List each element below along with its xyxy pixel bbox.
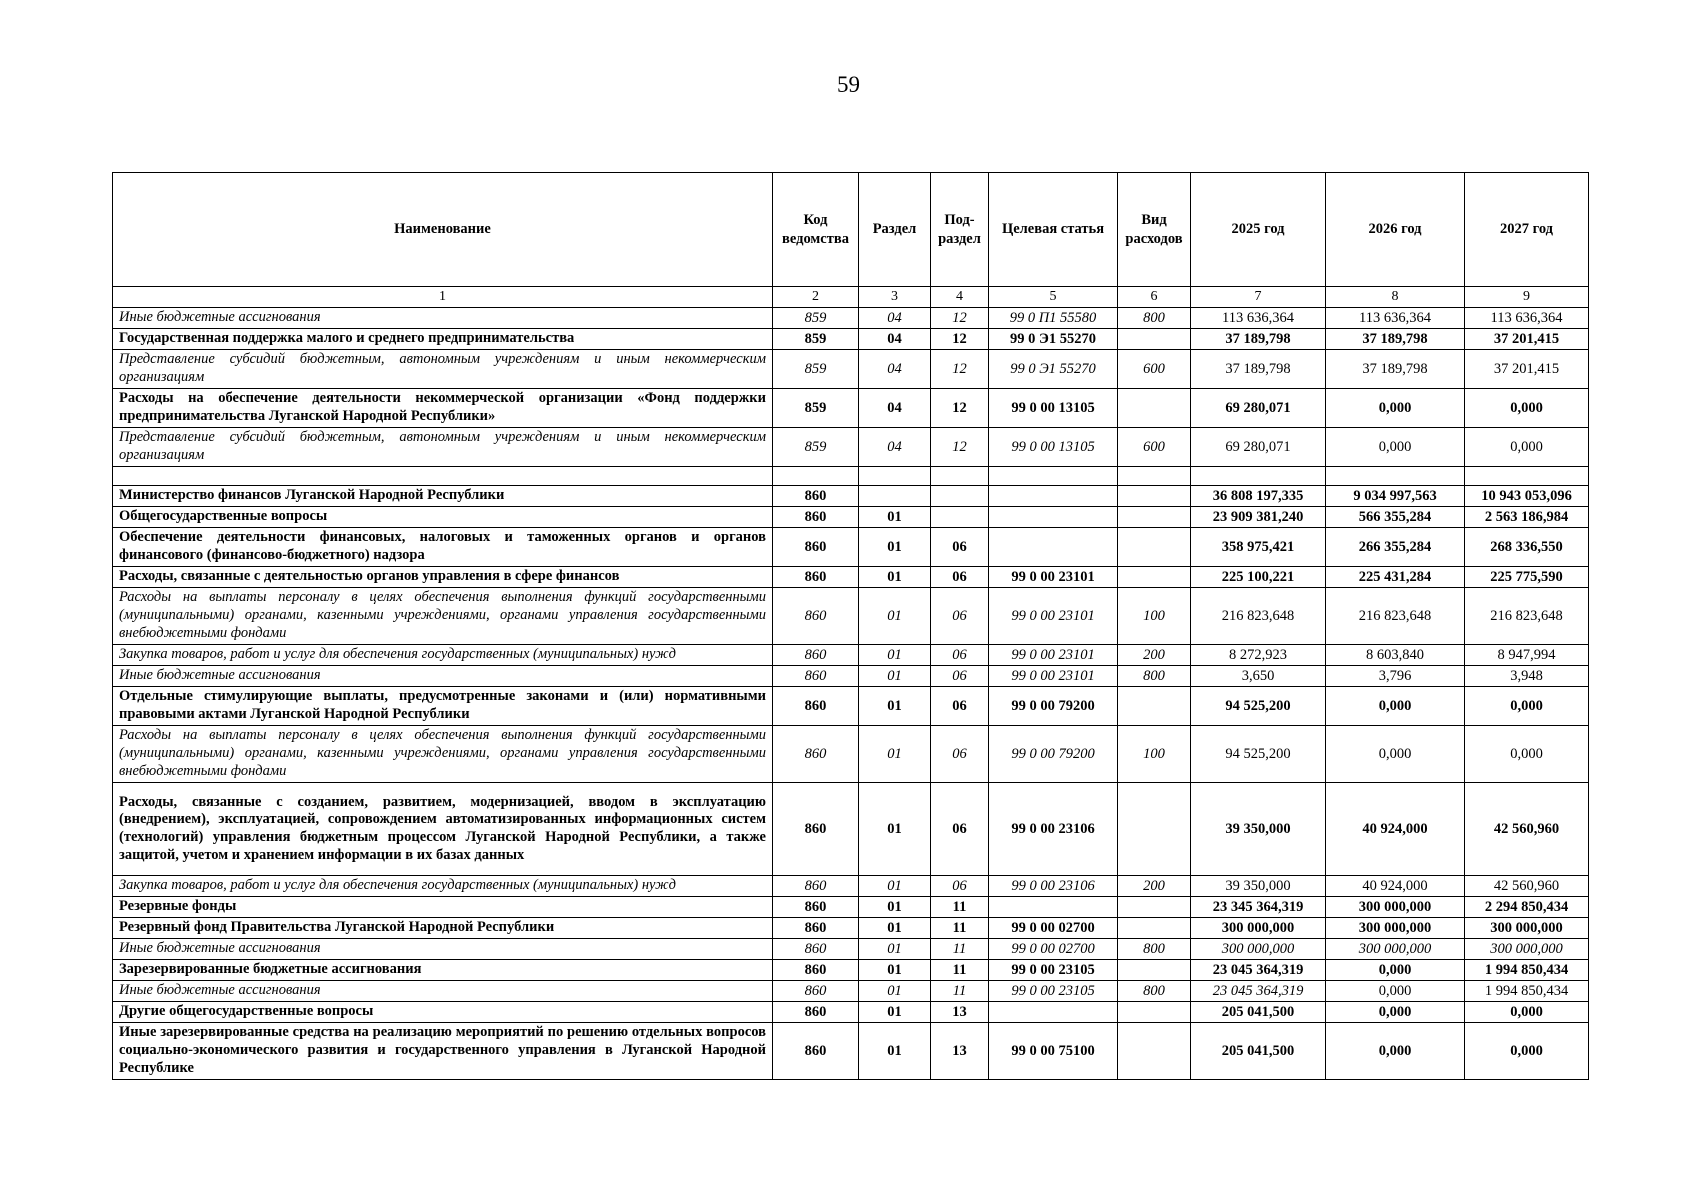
cell-section: 01 xyxy=(859,645,931,666)
cell-code: 859 xyxy=(773,350,859,389)
cell-subsection: 06 xyxy=(931,687,989,726)
cell-name: Иные бюджетные ассигнования xyxy=(113,308,773,329)
cell-2026: 8 603,840 xyxy=(1326,645,1465,666)
table-row xyxy=(113,308,1589,329)
cell-2025: 3,650 xyxy=(1191,666,1326,687)
table-row xyxy=(113,567,1589,588)
cell-expense-type xyxy=(1118,897,1191,918)
cell-2026: 300 000,000 xyxy=(1326,918,1465,939)
cell-2026: 40 924,000 xyxy=(1326,783,1465,876)
cell-2026: 300 000,000 xyxy=(1326,897,1465,918)
column-number: 2 xyxy=(773,287,859,308)
header-2027: 2027 год xyxy=(1465,173,1589,287)
header-name: Наименование xyxy=(113,173,773,287)
cell-target xyxy=(989,897,1118,918)
cell-name: Расходы на обеспечение деятельности некоммерческой организации «Фонд поддержки предпринимательства Луганской Народной Республики» xyxy=(113,389,773,428)
cell-section: 01 xyxy=(859,876,931,897)
cell-2027: 42 560,960 xyxy=(1465,783,1589,876)
cell-expense-type: 800 xyxy=(1118,666,1191,687)
cell-2026: 3,796 xyxy=(1326,666,1465,687)
cell-code: 860 xyxy=(773,645,859,666)
cell-2025: 37 189,798 xyxy=(1191,350,1326,389)
cell-code: 860 xyxy=(773,567,859,588)
table-row xyxy=(113,486,1589,507)
cell-2025: 8 272,923 xyxy=(1191,645,1326,666)
cell-subsection: 06 xyxy=(931,567,989,588)
header-expense-type: Вид расходов xyxy=(1118,173,1191,287)
cell-target: 99 0 00 23105 xyxy=(989,960,1118,981)
cell-2027: 37 201,415 xyxy=(1465,350,1589,389)
cell-code xyxy=(773,467,859,486)
cell-2027: 113 636,364 xyxy=(1465,308,1589,329)
cell-subsection: 12 xyxy=(931,329,989,350)
cell-section: 04 xyxy=(859,389,931,428)
cell-expense-type: 100 xyxy=(1118,726,1191,783)
cell-code: 860 xyxy=(773,876,859,897)
cell-2025: 205 041,500 xyxy=(1191,1002,1326,1023)
cell-code: 860 xyxy=(773,783,859,876)
cell-target: 99 0 00 23106 xyxy=(989,783,1118,876)
cell-2026: 266 355,284 xyxy=(1326,528,1465,567)
cell-2026: 225 431,284 xyxy=(1326,567,1465,588)
budget-table xyxy=(112,172,1589,1080)
cell-section: 01 xyxy=(859,939,931,960)
cell-name: Общегосударственные вопросы xyxy=(113,507,773,528)
cell-2025: 69 280,071 xyxy=(1191,428,1326,467)
cell-code: 860 xyxy=(773,486,859,507)
table-row xyxy=(113,588,1589,645)
cell-section: 04 xyxy=(859,350,931,389)
cell-2027: 1 994 850,434 xyxy=(1465,960,1589,981)
header-2025: 2025 год xyxy=(1191,173,1326,287)
cell-target xyxy=(989,507,1118,528)
cell-2025: 94 525,200 xyxy=(1191,687,1326,726)
cell-name: Обеспечение деятельности финансовых, налоговых и таможенных органов и органов финансового (финансово-бюджетного) надзора xyxy=(113,528,773,567)
cell-section: 01 xyxy=(859,726,931,783)
cell-subsection: 06 xyxy=(931,588,989,645)
page-number: 59 xyxy=(837,72,860,97)
cell-expense-type: 100 xyxy=(1118,588,1191,645)
table-row xyxy=(113,528,1589,567)
cell-code: 859 xyxy=(773,308,859,329)
cell-2026: 0,000 xyxy=(1326,428,1465,467)
cell-name: Закупка товаров, работ и услуг для обеспечения государственных (муниципальных) нужд xyxy=(113,876,773,897)
cell-subsection xyxy=(931,507,989,528)
cell-name: Зарезервированные бюджетные ассигнования xyxy=(113,960,773,981)
cell-2027: 0,000 xyxy=(1465,687,1589,726)
column-number: 8 xyxy=(1326,287,1465,308)
cell-name: Расходы на выплаты персоналу в целях обеспечения выполнения функций государственными (муниципальными) органами, казенными учреждениями, органами управления государственными внебюджетными фондами xyxy=(113,726,773,783)
cell-2025: 37 189,798 xyxy=(1191,329,1326,350)
cell-target: 99 0 00 02700 xyxy=(989,939,1118,960)
cell-2027: 300 000,000 xyxy=(1465,939,1589,960)
cell-name: Закупка товаров, работ и услуг для обеспечения государственных (муниципальных) нужд xyxy=(113,645,773,666)
cell-2027: 0,000 xyxy=(1465,1002,1589,1023)
cell-2026: 0,000 xyxy=(1326,726,1465,783)
cell-2026: 0,000 xyxy=(1326,1023,1465,1080)
cell-2027: 42 560,960 xyxy=(1465,876,1589,897)
cell-subsection: 11 xyxy=(931,897,989,918)
cell-code: 859 xyxy=(773,329,859,350)
cell-2026: 216 823,648 xyxy=(1326,588,1465,645)
cell-name: Иные бюджетные ассигнования xyxy=(113,981,773,1002)
cell-code: 860 xyxy=(773,1002,859,1023)
cell-2025: 39 350,000 xyxy=(1191,783,1326,876)
cell-subsection: 12 xyxy=(931,428,989,467)
cell-target xyxy=(989,528,1118,567)
table-header-row xyxy=(113,173,1589,287)
cell-name: Иные зарезервированные средства на реализацию мероприятий по решению отдельных вопросов социально-экономического развития и государственного управления в Луганской Народной Республике xyxy=(113,1023,773,1080)
cell-expense-type: 800 xyxy=(1118,981,1191,1002)
cell-2026: 9 034 997,563 xyxy=(1326,486,1465,507)
cell-code: 860 xyxy=(773,666,859,687)
cell-subsection: 06 xyxy=(931,666,989,687)
cell-code: 860 xyxy=(773,981,859,1002)
cell-target: 99 0 00 79200 xyxy=(989,726,1118,783)
cell-subsection: 12 xyxy=(931,350,989,389)
cell-expense-type xyxy=(1118,329,1191,350)
cell-name: Иные бюджетные ассигнования xyxy=(113,939,773,960)
cell-subsection: 06 xyxy=(931,528,989,567)
column-number: 1 xyxy=(113,287,773,308)
cell-2025: 216 823,648 xyxy=(1191,588,1326,645)
table-row xyxy=(113,467,1589,486)
cell-code: 860 xyxy=(773,918,859,939)
cell-2025: 23 045 364,319 xyxy=(1191,960,1326,981)
cell-section xyxy=(859,486,931,507)
cell-2025: 300 000,000 xyxy=(1191,918,1326,939)
cell-section: 04 xyxy=(859,308,931,329)
cell-2026: 0,000 xyxy=(1326,981,1465,1002)
table-row xyxy=(113,960,1589,981)
cell-section: 01 xyxy=(859,960,931,981)
cell-2027: 2 563 186,984 xyxy=(1465,507,1589,528)
cell-name: Иные бюджетные ассигнования xyxy=(113,666,773,687)
cell-section: 01 xyxy=(859,1023,931,1080)
cell-section: 01 xyxy=(859,687,931,726)
cell-2025: 36 808 197,335 xyxy=(1191,486,1326,507)
cell-target: 99 0 00 13105 xyxy=(989,428,1118,467)
cell-2027 xyxy=(1465,467,1589,486)
cell-name: Расходы, связанные с созданием, развитием, модернизацией, вводом в эксплуатацию (внедрением), эксплуатацией, сопровождением автоматизированных информационных систем (технологий) управления бюджетным процессом Луганской Народной Республики, а также защитой, учетом и хранением информации в их базах данных xyxy=(113,783,773,876)
cell-subsection: 11 xyxy=(931,960,989,981)
cell-target xyxy=(989,467,1118,486)
cell-2027: 0,000 xyxy=(1465,726,1589,783)
cell-2026: 113 636,364 xyxy=(1326,308,1465,329)
cell-expense-type xyxy=(1118,486,1191,507)
cell-subsection: 06 xyxy=(931,726,989,783)
cell-target: 99 0 00 23101 xyxy=(989,666,1118,687)
cell-subsection: 13 xyxy=(931,1023,989,1080)
cell-2027: 268 336,550 xyxy=(1465,528,1589,567)
cell-2025: 23 045 364,319 xyxy=(1191,981,1326,1002)
cell-name: Представление субсидий бюджетным, автономным учреждениям и иным некоммерческим организациям xyxy=(113,350,773,389)
cell-expense-type: 200 xyxy=(1118,645,1191,666)
column-number: 4 xyxy=(931,287,989,308)
cell-2027: 3,948 xyxy=(1465,666,1589,687)
cell-section: 04 xyxy=(859,329,931,350)
cell-subsection: 12 xyxy=(931,308,989,329)
cell-target: 99 0 00 23101 xyxy=(989,567,1118,588)
cell-target: 99 0 00 02700 xyxy=(989,918,1118,939)
cell-target: 99 0 Э1 55270 xyxy=(989,329,1118,350)
cell-2025: 69 280,071 xyxy=(1191,389,1326,428)
cell-section: 01 xyxy=(859,528,931,567)
cell-code: 860 xyxy=(773,687,859,726)
cell-code: 860 xyxy=(773,1023,859,1080)
column-number: 9 xyxy=(1465,287,1589,308)
cell-subsection: 06 xyxy=(931,645,989,666)
cell-name: Резервные фонды xyxy=(113,897,773,918)
cell-subsection: 06 xyxy=(931,876,989,897)
cell-name xyxy=(113,467,773,486)
cell-expense-type: 200 xyxy=(1118,876,1191,897)
cell-2026: 300 000,000 xyxy=(1326,939,1465,960)
cell-2027: 216 823,648 xyxy=(1465,588,1589,645)
cell-expense-type: 600 xyxy=(1118,428,1191,467)
cell-2027: 0,000 xyxy=(1465,389,1589,428)
cell-2027: 0,000 xyxy=(1465,1023,1589,1080)
cell-name: Расходы на выплаты персоналу в целях обеспечения выполнения функций государственными (муниципальными) органами, казенными учреждениями, органами управления государственными внебюджетными фондами xyxy=(113,588,773,645)
cell-section: 01 xyxy=(859,666,931,687)
cell-subsection: 13 xyxy=(931,1002,989,1023)
table-row xyxy=(113,981,1589,1002)
column-number: 7 xyxy=(1191,287,1326,308)
table-row xyxy=(113,1023,1589,1080)
cell-2025: 225 100,221 xyxy=(1191,567,1326,588)
cell-code: 859 xyxy=(773,428,859,467)
cell-section: 01 xyxy=(859,507,931,528)
header-2026: 2026 год xyxy=(1326,173,1465,287)
cell-2025: 113 636,364 xyxy=(1191,308,1326,329)
cell-code: 860 xyxy=(773,528,859,567)
cell-target: 99 0 00 23105 xyxy=(989,981,1118,1002)
cell-2027: 225 775,590 xyxy=(1465,567,1589,588)
cell-code: 860 xyxy=(773,588,859,645)
header-subsection: Под-раздел xyxy=(931,173,989,287)
table-row xyxy=(113,666,1589,687)
cell-2026: 40 924,000 xyxy=(1326,876,1465,897)
cell-2027: 300 000,000 xyxy=(1465,918,1589,939)
cell-2025: 23 909 381,240 xyxy=(1191,507,1326,528)
cell-2025: 205 041,500 xyxy=(1191,1023,1326,1080)
column-number-row xyxy=(113,287,1589,308)
cell-expense-type xyxy=(1118,783,1191,876)
cell-code: 860 xyxy=(773,939,859,960)
cell-2026: 0,000 xyxy=(1326,687,1465,726)
cell-section: 01 xyxy=(859,918,931,939)
table-row xyxy=(113,389,1589,428)
cell-expense-type xyxy=(1118,918,1191,939)
cell-2026: 37 189,798 xyxy=(1326,350,1465,389)
table-row xyxy=(113,507,1589,528)
cell-2026: 37 189,798 xyxy=(1326,329,1465,350)
cell-code: 860 xyxy=(773,960,859,981)
cell-expense-type xyxy=(1118,1002,1191,1023)
cell-2026: 566 355,284 xyxy=(1326,507,1465,528)
cell-2027: 1 994 850,434 xyxy=(1465,981,1589,1002)
column-number: 5 xyxy=(989,287,1118,308)
cell-2025 xyxy=(1191,467,1326,486)
cell-name: Представление субсидий бюджетным, автономным учреждениям и иным некоммерческим организациям xyxy=(113,428,773,467)
table-row xyxy=(113,939,1589,960)
cell-expense-type xyxy=(1118,507,1191,528)
table-row xyxy=(113,918,1589,939)
cell-target xyxy=(989,486,1118,507)
cell-2025: 300 000,000 xyxy=(1191,939,1326,960)
table-row xyxy=(113,687,1589,726)
cell-2025: 358 975,421 xyxy=(1191,528,1326,567)
cell-expense-type: 600 xyxy=(1118,350,1191,389)
cell-name: Резервный фонд Правительства Луганской Народной Республики xyxy=(113,918,773,939)
cell-code: 860 xyxy=(773,507,859,528)
cell-code: 859 xyxy=(773,389,859,428)
cell-expense-type xyxy=(1118,567,1191,588)
cell-expense-type xyxy=(1118,389,1191,428)
cell-2027: 2 294 850,434 xyxy=(1465,897,1589,918)
cell-target: 99 0 П1 55580 xyxy=(989,308,1118,329)
cell-subsection xyxy=(931,486,989,507)
cell-2025: 39 350,000 xyxy=(1191,876,1326,897)
cell-code: 860 xyxy=(773,897,859,918)
cell-section: 01 xyxy=(859,783,931,876)
cell-name: Министерство финансов Луганской Народной Республики xyxy=(113,486,773,507)
cell-subsection xyxy=(931,467,989,486)
cell-target: 99 0 00 75100 xyxy=(989,1023,1118,1080)
cell-2027: 8 947,994 xyxy=(1465,645,1589,666)
cell-2026: 0,000 xyxy=(1326,960,1465,981)
header-target: Целевая статья xyxy=(989,173,1118,287)
table-row xyxy=(113,1002,1589,1023)
cell-target: 99 0 00 23101 xyxy=(989,645,1118,666)
header-section: Раздел xyxy=(859,173,931,287)
cell-name: Отдельные стимулирующие выплаты, предусмотренные законами и (или) нормативными правовыми актами Луганской Народной Республики xyxy=(113,687,773,726)
cell-2027: 10 943 053,096 xyxy=(1465,486,1589,507)
cell-section: 04 xyxy=(859,428,931,467)
cell-target: 99 0 00 23101 xyxy=(989,588,1118,645)
cell-expense-type xyxy=(1118,687,1191,726)
cell-subsection: 11 xyxy=(931,939,989,960)
cell-target: 99 0 00 79200 xyxy=(989,687,1118,726)
table-row xyxy=(113,783,1589,876)
column-number: 6 xyxy=(1118,287,1191,308)
header-code: Код ведомства xyxy=(773,173,859,287)
table-row xyxy=(113,726,1589,783)
cell-expense-type xyxy=(1118,1023,1191,1080)
cell-2027: 0,000 xyxy=(1465,428,1589,467)
cell-2026: 0,000 xyxy=(1326,389,1465,428)
cell-expense-type xyxy=(1118,960,1191,981)
cell-section: 01 xyxy=(859,981,931,1002)
cell-expense-type: 800 xyxy=(1118,308,1191,329)
table-row xyxy=(113,645,1589,666)
cell-section xyxy=(859,467,931,486)
cell-target: 99 0 00 23106 xyxy=(989,876,1118,897)
cell-subsection: 12 xyxy=(931,389,989,428)
cell-subsection: 11 xyxy=(931,981,989,1002)
cell-name: Государственная поддержка малого и среднего предпринимательства xyxy=(113,329,773,350)
cell-2025: 94 525,200 xyxy=(1191,726,1326,783)
cell-target: 99 0 00 13105 xyxy=(989,389,1118,428)
cell-target: 99 0 Э1 55270 xyxy=(989,350,1118,389)
cell-name: Другие общегосударственные вопросы xyxy=(113,1002,773,1023)
table-row xyxy=(113,897,1589,918)
table-row xyxy=(113,876,1589,897)
table-row xyxy=(113,329,1589,350)
table-row xyxy=(113,428,1589,467)
cell-section: 01 xyxy=(859,567,931,588)
cell-section: 01 xyxy=(859,588,931,645)
cell-code: 860 xyxy=(773,726,859,783)
cell-section: 01 xyxy=(859,897,931,918)
column-number: 3 xyxy=(859,287,931,308)
table-body xyxy=(113,308,1589,1080)
cell-expense-type xyxy=(1118,467,1191,486)
cell-section: 01 xyxy=(859,1002,931,1023)
cell-subsection: 11 xyxy=(931,918,989,939)
cell-target xyxy=(989,1002,1118,1023)
cell-name: Расходы, связанные с деятельностью органов управления в сфере финансов xyxy=(113,567,773,588)
table-row xyxy=(113,350,1589,389)
cell-expense-type xyxy=(1118,528,1191,567)
cell-2027: 37 201,415 xyxy=(1465,329,1589,350)
cell-2026: 0,000 xyxy=(1326,1002,1465,1023)
cell-subsection: 06 xyxy=(931,783,989,876)
cell-2025: 23 345 364,319 xyxy=(1191,897,1326,918)
cell-2026 xyxy=(1326,467,1465,486)
cell-expense-type: 800 xyxy=(1118,939,1191,960)
